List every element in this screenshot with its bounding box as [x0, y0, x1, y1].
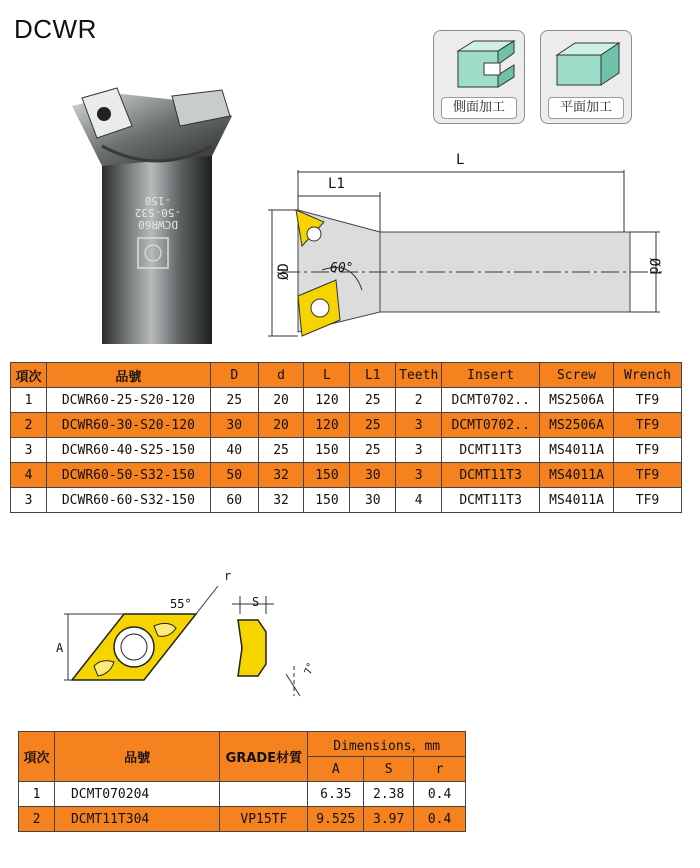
- table-cell: DCMT11T3: [442, 488, 540, 513]
- table-cell: 3.97: [364, 807, 414, 832]
- table-cell: DCMT0702..: [442, 388, 540, 413]
- col-screw: Screw: [540, 363, 614, 388]
- table-cell: TF9: [614, 438, 682, 463]
- table-cell: [220, 782, 308, 807]
- table-cell: 32: [258, 463, 304, 488]
- col-L: L: [304, 363, 350, 388]
- table-cell: 150: [304, 488, 350, 513]
- table-cell: TF9: [614, 488, 682, 513]
- table-cell: 120: [304, 413, 350, 438]
- engraving-line2: -50-S32: [134, 206, 182, 219]
- table-cell: 25: [350, 388, 396, 413]
- table-cell: 150: [304, 438, 350, 463]
- engraving-line3: -150: [144, 194, 172, 207]
- face-milling-badge: [540, 30, 632, 124]
- page-title: DCWR: [14, 14, 97, 44]
- table-cell: 20: [258, 388, 304, 413]
- table-cell: 1: [11, 388, 47, 413]
- table-cell: 120: [304, 388, 350, 413]
- table-cell: 4: [396, 488, 442, 513]
- badge-label: 平面加工: [548, 97, 624, 119]
- table-cell: 25: [350, 413, 396, 438]
- col-D: D: [210, 363, 258, 388]
- table-cell: MS4011A: [540, 438, 614, 463]
- insert-table: [18, 731, 466, 832]
- table-row: [11, 463, 682, 488]
- table-cell: 0.4: [414, 807, 466, 832]
- label-A: A: [56, 641, 64, 655]
- product-photo: [62, 86, 262, 344]
- table-row: [11, 438, 682, 463]
- col-grade: GRADE材質: [220, 732, 308, 782]
- table-cell: TF9: [614, 413, 682, 438]
- col-item: 項次: [19, 732, 55, 782]
- table-cell: DCMT11T3: [442, 438, 540, 463]
- table-cell: 60: [210, 488, 258, 513]
- insert-figure: [48, 566, 328, 706]
- col-S: S: [364, 757, 414, 782]
- col-dimensions: Dimensions，mm: [308, 732, 466, 757]
- table-cell: 150: [304, 463, 350, 488]
- table-cell: 4: [11, 463, 47, 488]
- col-code: 品號: [46, 363, 210, 388]
- table-cell: 2.38: [364, 782, 414, 807]
- technical-drawing: [262, 150, 682, 350]
- face-milling-icon: [551, 37, 623, 95]
- table-cell: MS2506A: [540, 388, 614, 413]
- table-cell: 3: [396, 463, 442, 488]
- dim-L1: L1: [328, 176, 345, 192]
- engraving-line1: DCWR60: [138, 218, 178, 231]
- table-cell: DCMT070204: [54, 782, 219, 807]
- dim-angle: 60°: [330, 261, 354, 276]
- table-cell: 2: [19, 807, 55, 832]
- table-cell: 3: [396, 413, 442, 438]
- label-angle: 55°: [170, 597, 192, 611]
- table-cell: 1: [19, 782, 55, 807]
- col-r: r: [414, 757, 466, 782]
- table-cell: TF9: [614, 463, 682, 488]
- table-cell: 3: [11, 438, 47, 463]
- table-cell: 40: [210, 438, 258, 463]
- table-cell: MS4011A: [540, 488, 614, 513]
- dim-d: Ød: [646, 258, 662, 275]
- table-cell: DCWR60-30-S20-120: [46, 413, 210, 438]
- col-A: A: [308, 757, 364, 782]
- table-row: [11, 413, 682, 438]
- side-milling-icon: [444, 37, 516, 95]
- table-cell: 9.525: [308, 807, 364, 832]
- side-milling-badge: [433, 30, 525, 124]
- table-cell: 30: [350, 463, 396, 488]
- table-cell: 50: [210, 463, 258, 488]
- col-d: d: [258, 363, 304, 388]
- table-cell: 2: [11, 413, 47, 438]
- col-L1: L1: [350, 363, 396, 388]
- table-cell: 20: [258, 413, 304, 438]
- table-cell: DCWR60-60-S32-150: [46, 488, 210, 513]
- table-cell: 3: [11, 488, 47, 513]
- holder-table-header: [11, 363, 682, 388]
- table-cell: DCMT0702..: [442, 413, 540, 438]
- dim-L: L: [456, 152, 465, 168]
- table-cell: DCMT11T304: [54, 807, 219, 832]
- table-cell: TF9: [614, 388, 682, 413]
- dim-D: ØD: [276, 263, 292, 280]
- table-cell: DCMT11T3: [442, 463, 540, 488]
- table-cell: 32: [258, 488, 304, 513]
- table-cell: DCWR60-50-S32-150: [46, 463, 210, 488]
- table-cell: DCWR60-40-S25-150: [46, 438, 210, 463]
- label-r: r: [224, 569, 232, 583]
- table-cell: MS4011A: [540, 463, 614, 488]
- holder-table: [10, 362, 682, 513]
- badge-label: 側面加工: [441, 97, 517, 119]
- col-insert: Insert: [442, 363, 540, 388]
- table-cell: 2: [396, 388, 442, 413]
- table-cell: 25: [210, 388, 258, 413]
- table-row: [19, 782, 466, 807]
- table-row: [11, 488, 682, 513]
- col-item: 項次: [11, 363, 47, 388]
- col-wrench: Wrench: [614, 363, 682, 388]
- table-row: [19, 807, 466, 832]
- table-row: [11, 388, 682, 413]
- table-cell: 0.4: [414, 782, 466, 807]
- col-teeth: Teeth: [396, 363, 442, 388]
- table-cell: 30: [350, 488, 396, 513]
- label-S: S: [252, 595, 260, 609]
- table-cell: 3: [396, 438, 442, 463]
- table-cell: 30: [210, 413, 258, 438]
- table-cell: VP15TF: [220, 807, 308, 832]
- col-code: 品號: [54, 732, 219, 782]
- table-cell: 6.35: [308, 782, 364, 807]
- table-cell: 25: [350, 438, 396, 463]
- table-cell: DCWR60-25-S20-120: [46, 388, 210, 413]
- table-cell: 25: [258, 438, 304, 463]
- table-cell: MS2506A: [540, 413, 614, 438]
- label-tol: 7°: [302, 661, 318, 677]
